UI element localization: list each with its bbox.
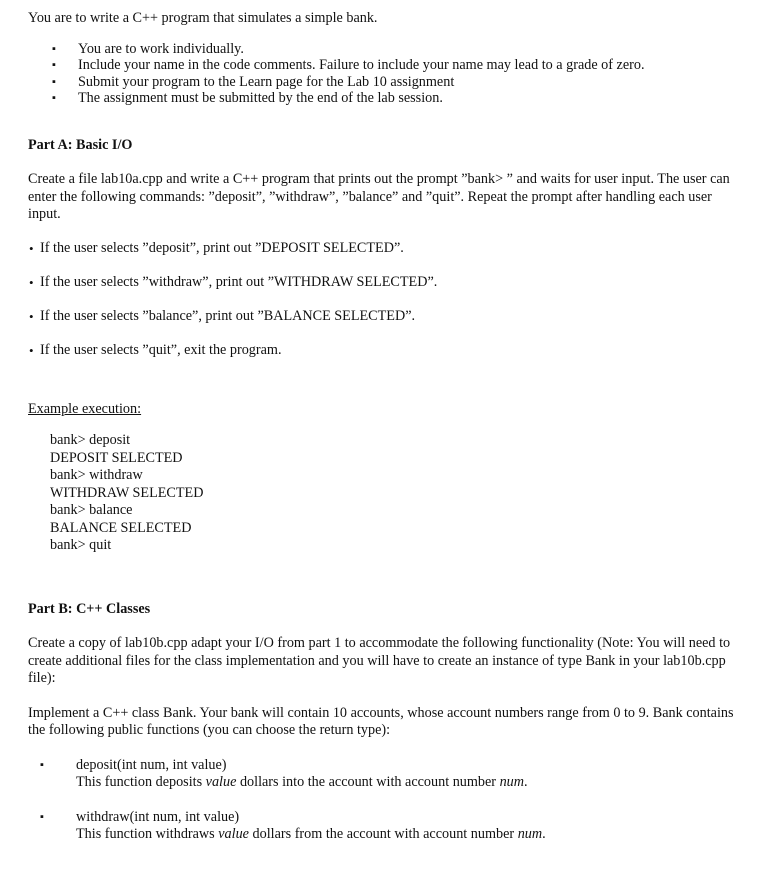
function-description: This function withdraws value dollars from the account with account number num. xyxy=(76,826,546,842)
example-heading: Example execution: xyxy=(28,400,142,417)
example-line: bank> deposit xyxy=(50,432,131,448)
list-item: ▪ Submit your program to the Learn page for the Lab 10 assignment xyxy=(52,73,455,90)
part-a-heading: Part A: Basic I/O xyxy=(28,136,133,153)
list-item: • If the user selects ”withdraw”, print out ”WITHDRAW SELECTED”. xyxy=(29,274,438,290)
bullet-icon: ▪ xyxy=(52,42,56,55)
intro-text: You are to write a C++ program that simulates a simple bank. xyxy=(28,10,378,26)
bullet-icon: • xyxy=(29,241,34,256)
list-item: ▪ You are to work individually. xyxy=(52,40,244,57)
function-list xyxy=(28,757,744,844)
list-item: ▪ Include your name in the code comments. Failure to include your name may lead to a grade of zero. xyxy=(52,57,645,73)
part-b-implement: Implement a C++ class Bank. Your bank will contain 10 accounts, whose account numbers range from 0 to 9. Bank contains the following public functions (you can choose the return type): xyxy=(28,704,734,738)
part-a-list xyxy=(28,240,744,360)
list-item xyxy=(28,757,744,792)
list-item xyxy=(28,809,744,844)
list-item: ▪ The assignment must be submitted by the end of the lab session. xyxy=(52,90,443,106)
bullet-icon: ▪ xyxy=(52,92,56,104)
example-line: BALANCE SELECTED xyxy=(50,519,192,536)
example-line: bank> balance xyxy=(50,502,133,518)
part-b-description: Create a copy of lab10b.cpp adapt your I/O from part 1 to accommodate the following functionality (Note: You will need to create additional files for the class implementation and you will have to create an instance of type Bank in your lab10b.cpp file): xyxy=(28,635,731,686)
list-item: • If the user selects ”deposit”, print out ”DEPOSIT SELECTED”. xyxy=(29,240,404,256)
bullet-icon: ▪ xyxy=(52,75,56,88)
bullet-icon: • xyxy=(29,343,34,358)
bullet-icon: ▪ xyxy=(40,758,44,771)
bullet-icon: ▪ xyxy=(52,59,56,71)
bullet-icon: • xyxy=(29,309,34,324)
bullet-icon: ▪ xyxy=(40,810,44,823)
example-line: DEPOSIT SELECTED xyxy=(50,449,183,466)
function-description: This function deposits value dollars into the account with account number num. xyxy=(76,774,528,790)
part-b-heading: Part B: C++ Classes xyxy=(28,600,151,617)
example-line: WITHDRAW SELECTED xyxy=(50,484,204,501)
function-signature: deposit(int num, int value) xyxy=(76,756,227,773)
example-line: bank> quit xyxy=(50,537,112,553)
list-item: • If the user selects ”balance”, print out ”BALANCE SELECTED”. xyxy=(29,308,416,324)
example-output xyxy=(28,432,744,555)
list-item: • If the user selects ”quit”, exit the program. xyxy=(29,342,282,358)
function-signature: withdraw(int num, int value) xyxy=(76,808,240,825)
example-line: bank> withdraw xyxy=(50,467,143,483)
rules-list xyxy=(28,41,744,107)
part-a-description: Create a file lab10a.cpp and write a C++ program that prints out the prompt ”bank> ” and waits for user input. The user can enter the following commands: ”deposit”, ”withdraw”, ”balance” and ”quit”. Repeat the prompt after handling each user input. xyxy=(28,171,730,222)
bullet-icon: • xyxy=(29,275,34,290)
